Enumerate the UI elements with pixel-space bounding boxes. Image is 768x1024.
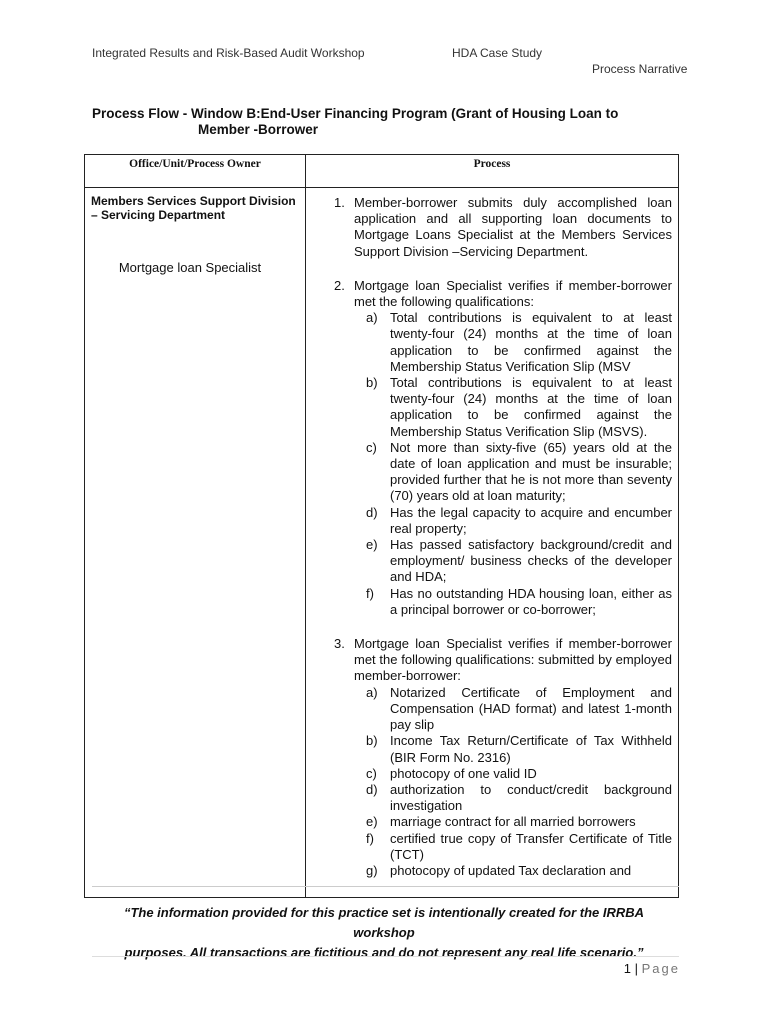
step-text: Member-borrower submits duly accomplished loan application and all supporting loan documents to Mortgage Loans Specialist at the Members Services Support Division –Servicing Department. <box>354 195 672 259</box>
owner-cell <box>85 188 306 898</box>
item-letter: d) <box>366 504 378 520</box>
list-item <box>366 733 672 765</box>
item-letter: e) <box>366 537 378 553</box>
list-item <box>366 814 672 830</box>
item-letter: c) <box>366 765 377 781</box>
step-number: 1. <box>334 195 345 210</box>
header-left: Integrated Results and Risk-Based Audit Workshop <box>92 46 365 60</box>
item-text: Total contributions is equivalent to at least twenty-four (24) months at the time of loan application to be confirmed against the Membership Status Verification Slip (MSV <box>390 310 672 374</box>
list-item <box>366 537 672 586</box>
process-step <box>334 636 672 879</box>
item-text: Has the legal capacity to acquire and encumber real property; <box>390 504 672 536</box>
step-text: Mortgage loan Specialist verifies if member-borrower met the following qualifications: submitted by employed member-borrower: <box>354 636 672 684</box>
item-letter: f) <box>366 830 374 846</box>
item-text: photocopy of updated Tax declaration and <box>390 862 632 878</box>
owner-name: Members Services Support Division – Servicing Department <box>91 194 296 222</box>
item-text: Has passed satisfactory background/credit and employment/ business checks of the developer and HDA; <box>390 537 672 585</box>
list-item <box>366 684 672 734</box>
item-text: photocopy of one valid ID <box>390 765 537 781</box>
item-letter: e) <box>366 814 378 830</box>
item-letter: f) <box>366 585 374 601</box>
item-text: certified true copy of Transfer Certificate of Title (TCT) <box>390 830 672 862</box>
list-item <box>366 504 672 537</box>
item-text: Notarized Certificate of Employment and Compensation (HAD format) and latest 1-month pay slip <box>390 684 672 733</box>
title-line-2: Member -Borrower <box>198 122 319 137</box>
process-cell <box>306 188 679 898</box>
item-text: Income Tax Return/Certificate of Tax Withheld (BIR Form No. 2316) <box>390 733 672 765</box>
list-item <box>366 765 672 782</box>
item-letter: a) <box>366 310 378 326</box>
item-letter: b) <box>366 733 378 749</box>
table-row <box>85 188 679 898</box>
page-title <box>92 106 618 138</box>
page-separator: | <box>631 961 642 976</box>
step-text: Mortgage loan Specialist verifies if member-borrower met the following qualifications: <box>354 277 672 310</box>
item-letter: d) <box>366 781 378 797</box>
item-text: Has no outstanding HDA housing loan, either as a principal borrower or co-borrower; <box>390 585 672 617</box>
disclaimer-line-1: “The information provided for this practice set is intentionally created for the IRRBA workshop <box>123 905 645 940</box>
header-right: Process Narrative <box>592 62 688 76</box>
step-sublist <box>354 685 672 879</box>
process-step <box>334 277 672 618</box>
list-item <box>366 585 672 618</box>
footer-divider <box>92 886 679 887</box>
specialist-label: Mortgage loan Specialist <box>118 260 262 275</box>
page-number-value: 1 <box>623 961 632 976</box>
disclaimer-line-2: purposes. All transactions are fictitious and do not represent any real life scenario.” <box>124 945 644 960</box>
list-item <box>366 830 672 863</box>
table-header-row <box>85 155 679 188</box>
col-header-owner: Office/Unit/Process Owner <box>85 155 306 188</box>
footer-bottom-divider <box>92 956 679 957</box>
item-letter: g) <box>366 862 378 878</box>
process-steps <box>306 188 678 879</box>
item-text: marriage contract for all married borrowers <box>390 814 636 830</box>
list-item <box>366 310 672 375</box>
page-word: Page <box>641 961 680 976</box>
list-item <box>366 862 672 879</box>
list-item <box>366 781 672 814</box>
process-step <box>334 195 672 260</box>
item-letter: a) <box>366 684 378 700</box>
title-line-1: Process Flow - Window B:End-User Financing Program (Grant of Housing Loan to <box>92 106 619 121</box>
page-number <box>624 961 680 976</box>
item-letter: c) <box>366 439 377 455</box>
step-number: 3. <box>334 636 345 652</box>
item-letter: b) <box>366 375 378 391</box>
item-text: Total contributions is equivalent to at least twenty-four (24) months at the time of loan application to be confirmed against the Membership Status Verification Slip (MSVS). <box>390 375 672 439</box>
col-header-process: Process <box>306 155 679 188</box>
item-text: authorization to conduct/credit background investigation <box>390 781 672 814</box>
disclaimer-note <box>92 903 676 963</box>
step-number: 2. <box>334 277 345 293</box>
list-item <box>366 439 672 505</box>
item-text: Not more than sixty-five (65) years old at the date of loan application and must be insurable; provided further that he is not more than seventy (70) years old at loan maturity; <box>390 439 672 504</box>
header-center: HDA Case Study <box>452 46 543 60</box>
step-sublist <box>354 310 672 618</box>
process-table <box>84 154 679 898</box>
list-item <box>366 375 672 440</box>
